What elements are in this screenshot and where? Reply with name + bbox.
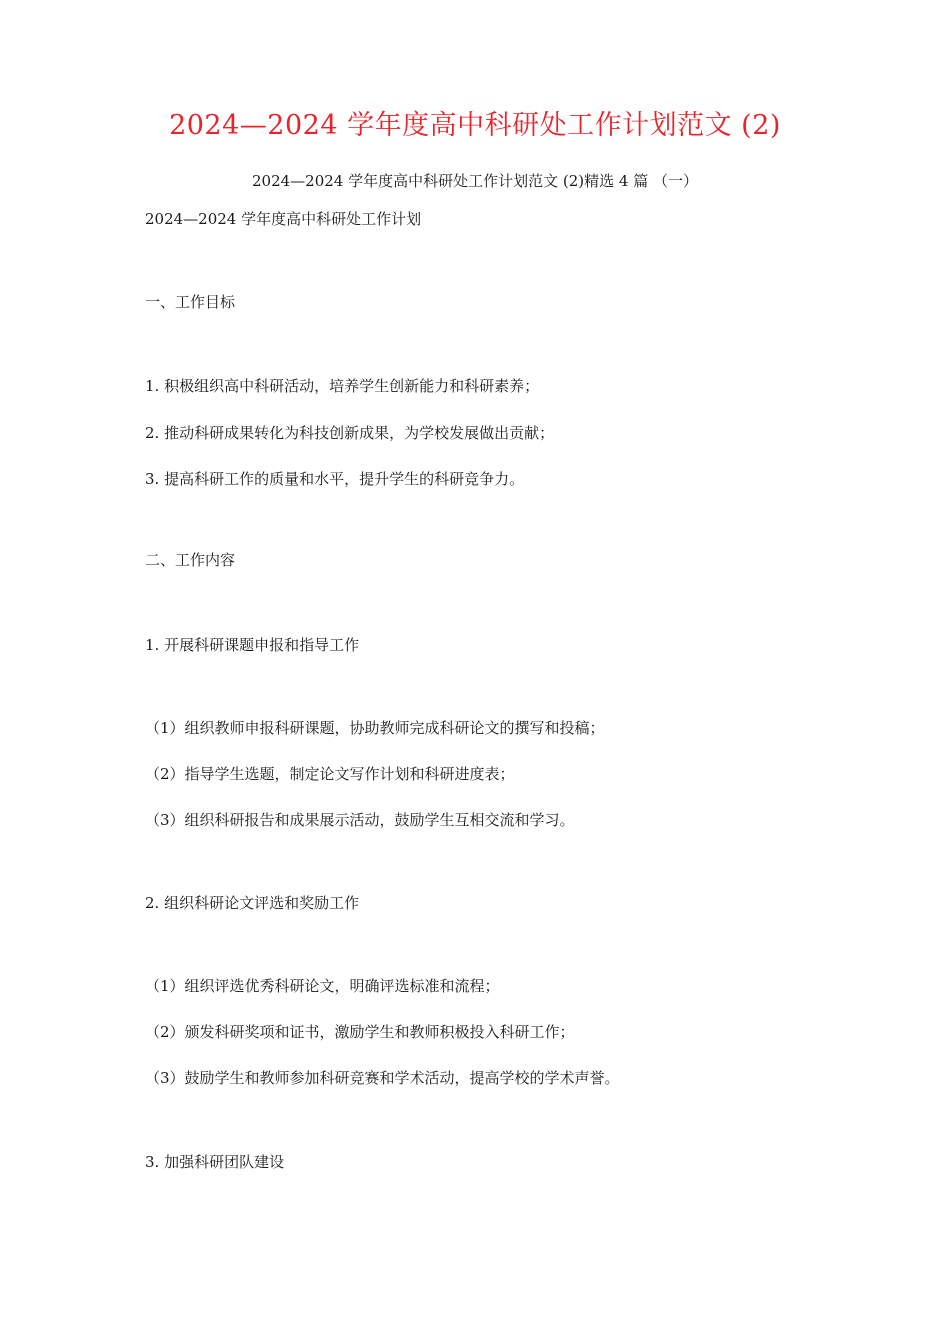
content-item: （1）组织教师申报科研课题，协助教师完成科研论文的撰写和投稿；: [145, 719, 605, 737]
section-heading-goals: 一、工作目标: [145, 293, 236, 311]
subsection-heading: 2. 组织科研论文评选和奖励工作: [145, 894, 360, 912]
document-title: 2024—2024 学年度高中科研处工作计划范文 (2): [169, 110, 781, 141]
content-item: （2）颁发科研奖项和证书，激励学生和教师积极投入科研工作；: [145, 1023, 575, 1041]
goal-item: 2. 推动科研成果转化为科技创新成果，为学校发展做出贡献；: [145, 424, 555, 442]
plan-heading: 2024—2024 学年度高中科研处工作计划: [145, 210, 422, 228]
goal-item: 3. 提高科研工作的质量和水平，提升学生的科研竞争力。: [145, 470, 525, 488]
subsection-heading: 1. 开展科研课题申报和指导工作: [145, 636, 360, 654]
subsection-heading: 3. 加强科研团队建设: [145, 1153, 285, 1171]
goal-item: 1. 积极组织高中科研活动，培养学生创新能力和科研素养；: [145, 377, 540, 395]
content-item: （2）指导学生选题，制定论文写作计划和科研进度表；: [145, 765, 515, 783]
section-heading-content: 二、工作内容: [145, 551, 236, 569]
content-item: （1）组织评选优秀科研论文，明确评选标准和流程；: [145, 977, 500, 995]
content-item: （3）鼓励学生和教师参加科研竞赛和学术活动，提高学校的学术声誉。: [145, 1069, 620, 1087]
content-item: （3）组织科研报告和成果展示活动，鼓励学生互相交流和学习。: [145, 811, 575, 829]
document-subtitle: 2024—2024 学年度高中科研处工作计划范文 (2)精选 4 篇 （一）: [252, 172, 698, 190]
